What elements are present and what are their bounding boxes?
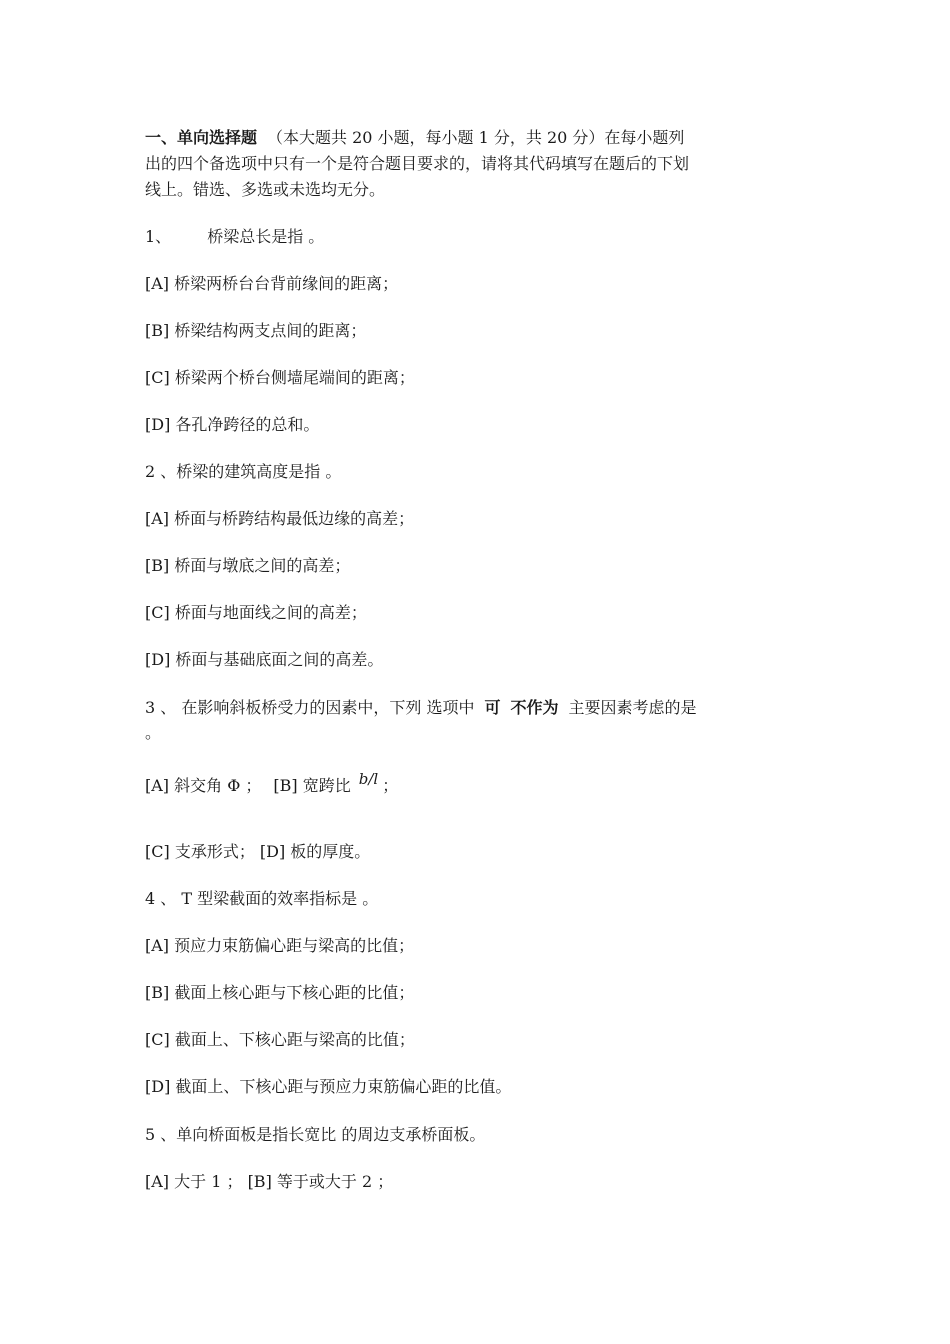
- q4-stem: 4 、 T 型梁截面的效率指标是 。: [145, 889, 379, 908]
- q2-option-a: [A] 桥面与桥跨结构最低边缘的高差；: [145, 509, 415, 528]
- q2-option-d: [D] 桥面与基础底面之间的高差。: [145, 650, 384, 669]
- q1-stem: [145, 226, 324, 248]
- q2-option-b: [B] 桥面与墩底之间的高差；: [145, 556, 351, 575]
- q5-options-ab: [A] 大于 1 ； [B] 等于或大于 2 ；: [145, 1172, 394, 1191]
- q4-option-b: [B] 截面上核心距与下核心距的比值；: [145, 983, 415, 1002]
- q3-option-b-tail: ；: [382, 776, 399, 795]
- q3-stem-bold-1: 可: [484, 698, 501, 717]
- q3-options-ab: [145, 770, 399, 797]
- q5-stem: 5 、单向桥面板是指长宽比 的周边支承桥面板。: [145, 1125, 486, 1144]
- q3-option-a: [A] 斜交角 Φ ；: [145, 776, 262, 795]
- q3-stem-end: 。: [145, 723, 162, 742]
- intro-text-1: （本大题共 20 小题，每小题 1 分，共 20 分）在每小题列: [267, 128, 685, 147]
- q2-option-c: [C] 桥面与地面线之间的高差；: [145, 603, 367, 622]
- intro-line-1: [145, 127, 684, 149]
- q3-options-cd: [C] 支承形式； [D] 板的厚度。: [145, 842, 371, 861]
- section-heading: 一、单向选择题: [145, 128, 258, 147]
- q3-stem-pre: 3 、 在影响斜板桥受力的因素中，下列 选项中: [145, 698, 475, 717]
- intro-line-3: 线上。错选、多选或未选均无分。: [145, 180, 386, 199]
- q1-number: 1、: [145, 227, 172, 246]
- q3-option-b: [B] 宽跨比: [273, 776, 351, 795]
- q2-stem: 2 、桥梁的建筑高度是指 。: [145, 462, 342, 481]
- q4-option-d: [D] 截面上、下核心距与预应力束筋偏心距的比值。: [145, 1077, 512, 1096]
- q4-option-a: [A] 预应力束筋偏心距与梁高的比值；: [145, 936, 415, 955]
- q3-stem-bold-2: 不作为: [510, 698, 559, 717]
- intro-line-2: 出的四个备选项中只有一个是符合题目要求的，请将其代码填写在题后的下划: [145, 154, 690, 173]
- q1-option-b: [B] 桥梁结构两支点间的距离；: [145, 321, 367, 340]
- q1-option-c: [C] 桥梁两个桥台侧墙尾端间的距离；: [145, 368, 415, 387]
- q1-option-d: [D] 各孔净跨径的总和。: [145, 415, 320, 434]
- q1-option-a: [A] 桥梁两桥台台背前缘间的距离；: [145, 274, 399, 293]
- q1-stem-text: 桥梁总长是指 。: [207, 227, 325, 246]
- q3-formula-b-over-l: b/l: [358, 770, 379, 788]
- q4-option-c: [C] 截面上、下核心距与梁高的比值；: [145, 1030, 415, 1049]
- q3-stem: [145, 697, 697, 719]
- q3-stem-post: 主要因素考虑的是: [568, 698, 697, 717]
